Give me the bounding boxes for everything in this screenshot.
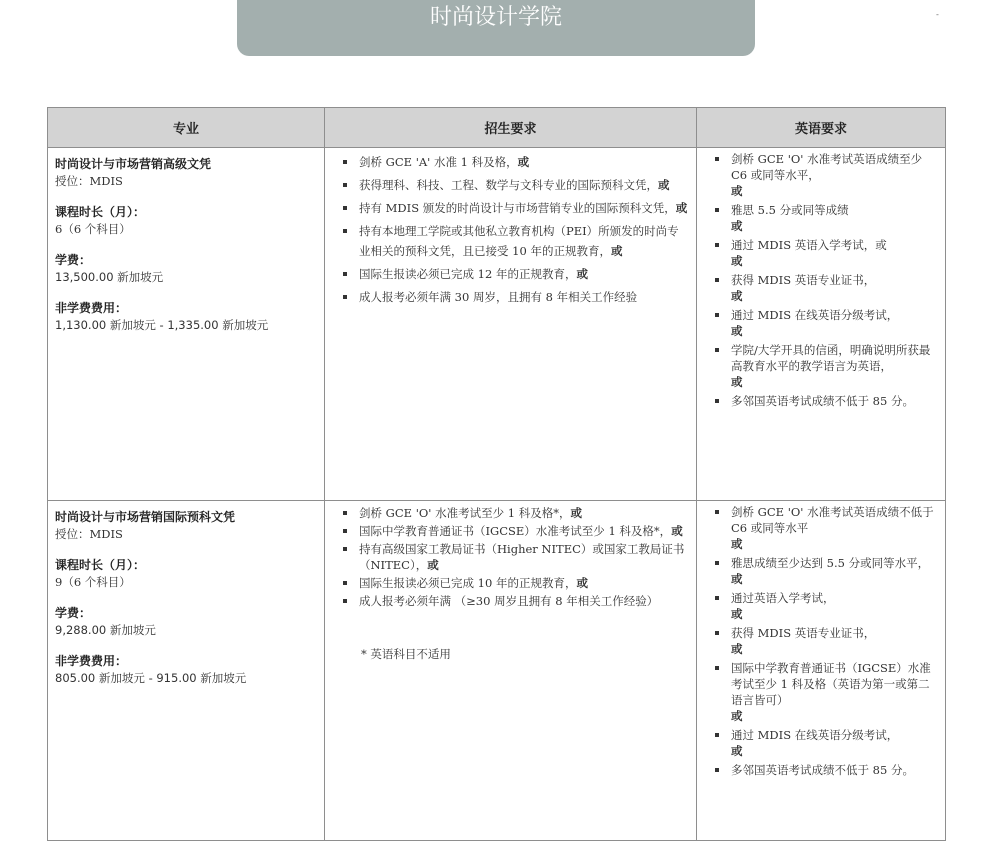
or-connector: 或: [731, 254, 743, 268]
duration-value: 6（6 个科目）: [55, 222, 131, 236]
requirement-text: 国际生报读必须已完成 10 年的正规教育，: [359, 576, 577, 590]
nonfee-value: [55, 670, 318, 687]
bullet-icon: [715, 510, 719, 514]
bullet-icon: [715, 561, 719, 565]
list-item: [711, 307, 941, 339]
duration-value: 9（6 个科目）: [55, 575, 131, 589]
bullet-icon: [343, 581, 347, 585]
requirement-text: 雅思成绩至少达到 5.5 分或同等水平，: [731, 556, 930, 570]
list-item: [711, 342, 941, 390]
bullet-icon: [715, 666, 719, 670]
nonfee-low: 1,130.00: [55, 318, 107, 332]
requirement-text: 持有高级国家工教局证书（Higher NITEC）或国家工教局证书（NITEC），: [359, 542, 685, 572]
bullet-icon: [715, 208, 719, 212]
list-item: [711, 555, 941, 587]
awarded-by: 授位：MDIS: [55, 174, 123, 188]
english-cell: [697, 501, 946, 841]
requirement-text: 剑桥 GCE 'O' 水准考试英语成绩不低于 C6 或同等水平: [731, 505, 934, 535]
duration-label: 课程时长（月）：: [55, 205, 146, 219]
fee-value: [55, 622, 318, 639]
fee-amount: 9,288.00: [55, 623, 107, 637]
requirement-text: 剑桥 GCE 'O' 水准考试英语成绩至少 C6 或同等水平，: [731, 152, 923, 182]
list-item: [711, 660, 941, 724]
english-cell: [697, 148, 946, 501]
requirement-text: 国际中学教育普通证书（IGCSE）水准考试至少 1 科及格*，: [359, 524, 672, 538]
english-list: [711, 151, 941, 409]
requirement-text: 获得理科、科技、工程、数学与文科专业的国际预科文凭，: [359, 178, 658, 192]
list-item: [339, 541, 690, 573]
requirement-text: 学院/大学开具的信函，明确说明所获最高教育水平的教学语言为英语，: [731, 343, 931, 373]
list-item: [711, 272, 941, 304]
list-item: [339, 221, 690, 261]
header-admission: 招生要求: [325, 108, 697, 148]
bullet-icon: [343, 547, 347, 551]
or-connector: 或: [731, 184, 743, 198]
programme-cell: [48, 148, 325, 501]
programme-table: [47, 107, 946, 841]
bullet-icon: [715, 733, 719, 737]
bullet-icon: [715, 313, 719, 317]
requirement-text: 通过英语入学考试，: [731, 591, 835, 605]
nonfee-high: - 915.00: [148, 671, 197, 685]
bullet-icon: [715, 278, 719, 282]
or-connector: 或: [731, 709, 743, 723]
fee-amount: 13,500.00: [55, 270, 114, 284]
awarded-by: 授位：MDIS: [55, 527, 123, 541]
list-item: [339, 523, 690, 539]
nonfee-value: [55, 317, 318, 334]
admission-list: [339, 505, 690, 609]
or-connector: 或: [517, 155, 530, 169]
nonfee-high: - 1,335.00: [159, 318, 219, 332]
fee-label: 学费：: [55, 606, 92, 620]
bullet-icon: [343, 599, 347, 603]
or-connector: 或: [675, 201, 688, 215]
list-item: [339, 593, 690, 609]
header-programme: 专业: [48, 108, 325, 148]
requirement-text: 成人报考必须年满 （≥30 周岁且拥有 8 年相关工作经验）: [359, 594, 659, 608]
list-item: [339, 264, 690, 284]
requirement-text: 通过 MDIS 在线英语分级考试，: [731, 728, 899, 742]
footnote: * 英语科目不适用: [361, 647, 451, 661]
admission-cell: [325, 501, 697, 841]
admission-list: [339, 152, 690, 307]
page-title: 时尚设计学院: [429, 5, 562, 30]
fee-currency: 新加坡元: [113, 270, 164, 284]
bullet-icon: [343, 206, 347, 210]
requirement-text: 持有 MDIS 颁发的时尚设计与市场营销专业的国际预科文凭，: [359, 201, 676, 215]
or-connector: 或: [731, 289, 743, 303]
fee-value: [55, 269, 318, 286]
table-header-row: [48, 108, 946, 148]
or-connector: 或: [731, 744, 743, 758]
bullet-icon: [715, 243, 719, 247]
admission-cell: [325, 148, 697, 501]
list-item: [711, 202, 941, 234]
or-connector: 或: [731, 572, 743, 586]
nonfee-label: 非学费费用：: [55, 301, 128, 315]
requirement-text: 国际中学教育普通证书（IGCSE）水准考试至少 1 科及格（英语为第一或第二语言皆可）: [731, 661, 931, 707]
requirement-text: 剑桥 GCE 'A' 水准 1 科及格，: [359, 155, 518, 169]
list-item: [339, 575, 690, 591]
list-item: [711, 762, 941, 778]
or-connector: 或: [610, 244, 623, 258]
duration-label: 课程时长（月）：: [55, 558, 146, 572]
bullet-icon: [715, 157, 719, 161]
or-connector: 或: [570, 506, 582, 520]
page-title-banner: [237, 0, 755, 56]
bullet-icon: [343, 160, 347, 164]
nonfee-low: 805.00: [55, 671, 96, 685]
list-item: [339, 287, 690, 307]
bullet-icon: [343, 229, 347, 233]
bullet-icon: [343, 183, 347, 187]
or-connector: 或: [427, 558, 439, 572]
table-row: [48, 501, 946, 841]
requirement-text: 通过 MDIS 英语入学考试，或: [731, 238, 887, 252]
list-item: [711, 393, 941, 409]
corner-mark: -: [936, 10, 939, 19]
nonfee-currency: 新加坡元: [218, 318, 269, 332]
list-item: [711, 237, 941, 269]
english-list: [711, 504, 941, 778]
nonfee-label: 非学费费用：: [55, 654, 128, 668]
table-row: [48, 148, 946, 501]
requirement-text: 获得 MDIS 英语专业证书，: [731, 626, 876, 640]
requirement-text: 剑桥 GCE 'O' 水准考试至少 1 科及格*，: [359, 506, 571, 520]
list-item: [711, 504, 941, 552]
bullet-icon: [343, 295, 347, 299]
requirement-text: 多邻国英语考试成绩不低于 85 分。: [731, 763, 914, 777]
or-connector: 或: [731, 219, 743, 233]
programme-cell: [48, 501, 325, 841]
nonfee-currency: 新加坡元: [106, 318, 160, 332]
bullet-icon: [715, 768, 719, 772]
bullet-icon: [715, 399, 719, 403]
list-item: [339, 505, 690, 521]
or-connector: 或: [576, 267, 588, 281]
or-connector: 或: [731, 537, 743, 551]
requirement-text: 成人报考必须年满 30 周岁，且拥有 8 年相关工作经验: [359, 290, 638, 304]
or-connector: 或: [731, 607, 743, 621]
or-connector: 或: [658, 178, 670, 192]
bullet-icon: [715, 348, 719, 352]
or-connector: 或: [576, 576, 588, 590]
bullet-icon: [343, 511, 347, 515]
list-item: [339, 152, 690, 172]
list-item: [339, 198, 690, 218]
requirement-text: 持有本地理工学院或其他私立教育机构（PEI）所颁发的时尚专业相关的预科文凭，且已接受 10 年的正规教育，: [359, 224, 679, 258]
or-connector: 或: [671, 524, 683, 538]
or-connector: 或: [731, 375, 743, 389]
list-item: [711, 727, 941, 759]
programme-name: 时尚设计与市场营销高级文凭: [55, 157, 212, 171]
list-item: [711, 151, 941, 199]
bullet-icon: [715, 596, 719, 600]
nonfee-currency: 新加坡元: [196, 671, 247, 685]
bullet-icon: [343, 529, 347, 533]
list-item: [711, 625, 941, 657]
or-connector: 或: [731, 642, 743, 656]
requirement-text: 国际生报读必须已完成 12 年的正规教育，: [359, 267, 577, 281]
or-connector: 或: [731, 324, 743, 338]
list-item: [711, 590, 941, 622]
bullet-icon: [715, 631, 719, 635]
fee-label: 学费：: [55, 253, 92, 267]
header-english: 英语要求: [697, 108, 946, 148]
bullet-icon: [343, 272, 347, 276]
programme-name: 时尚设计与市场营销国际预科文凭: [55, 510, 236, 524]
requirement-text: 通过 MDIS 在线英语分级考试，: [731, 308, 899, 322]
requirement-text: 多邻国英语考试成绩不低于 85 分。: [731, 394, 914, 408]
fee-currency: 新加坡元: [106, 623, 156, 637]
list-item: [339, 175, 690, 195]
nonfee-currency: 新加坡元: [95, 671, 149, 685]
requirement-text: 雅思 5.5 分或同等成绩: [731, 203, 849, 217]
requirement-text: 获得 MDIS 英语专业证书，: [731, 273, 876, 287]
